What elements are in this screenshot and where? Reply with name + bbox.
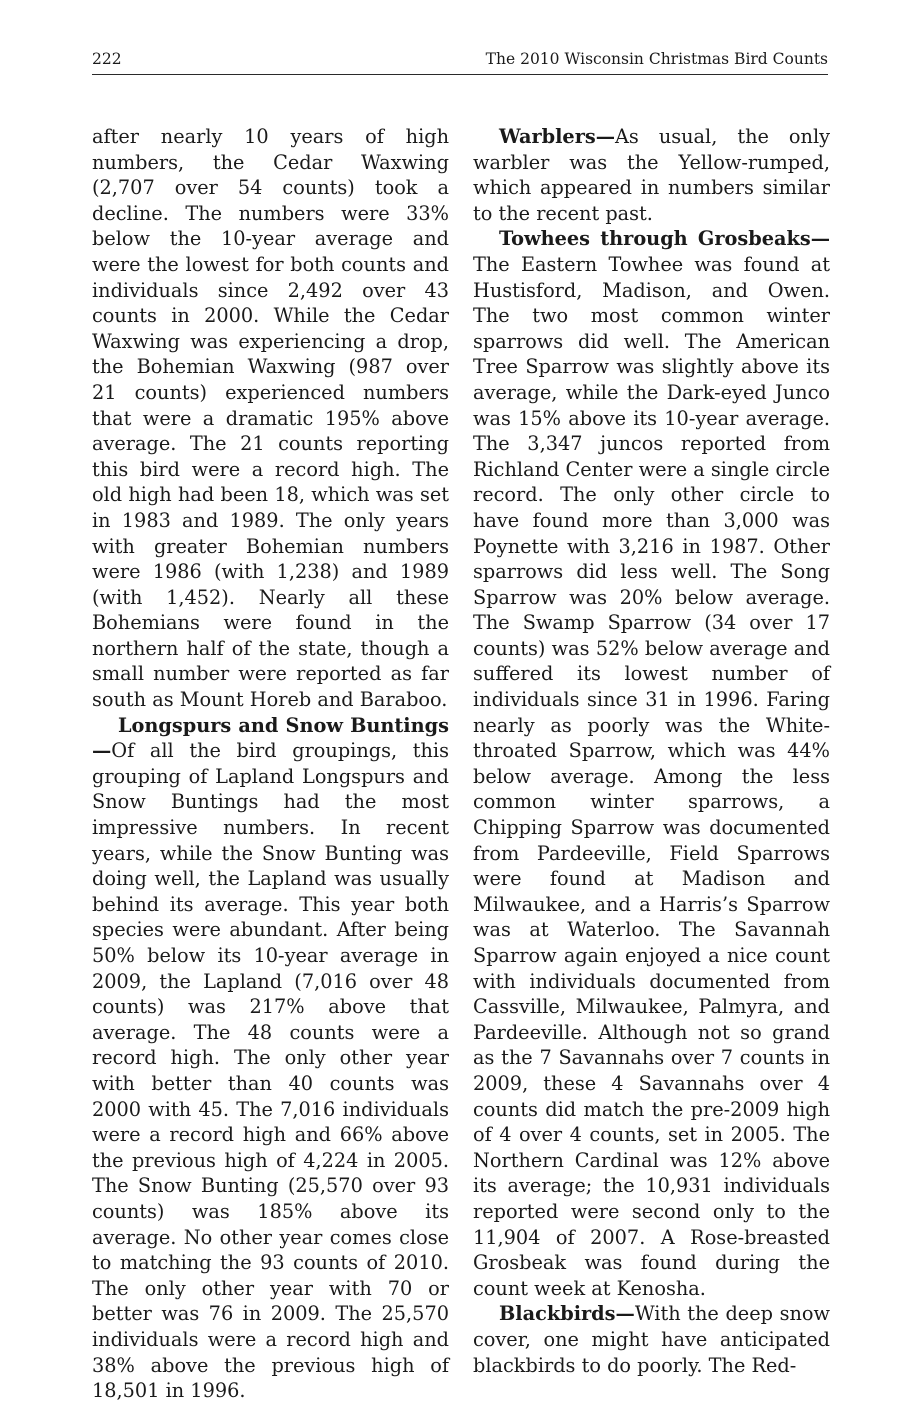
paragraph-body: The Eastern Towhee was found at Hustisford, Madison, and Owen. The two most common winter sparrows did well. The American Tree Sparrow was slightly above its average, while the Dark-eyed Junco was 15% above its 10-year average. The 3,347 juncos reported from Richland Center were a single circle record. The only other circle to have found more than 3,000 was Poynette with 3,216 in 1987. Other sparrows did less well. The Song Sparrow was 20% below average. The Swamp Sparrow (34 over 17 counts) was 52% below average and suffered its lowest number of individuals since 31 in 1996. Faring nearly as poorly was the White-throated Sparrow, which was 44% below average. Among the less common winter sparrows, a Chipping Sparrow was documented from Pardeeville, Field Sparrows were found at Madison and Milwaukee, and a Harris’s Sparrow was at Waterloo. The Savannah Sparrow again enjoyed a nice count with individuals documented from Cassville, Milwaukee, Palmyra, and Pardeeville. Although not so grand as the 7 Savannahs over 7 counts in 2009, these 4 Savannahs over 4 counts did match the pre-2009 high of 4 over 4 counts, set in 2005. The Northern Cardinal was 12% above its average; the 10,931 individuals reported were second only to the 11,904 of 2007. A Rose-breasted Grosbeak was found during the count week at Kenosha.	[473, 252, 830, 1300]
paragraph-body: As usual, the only warbler was the Yellow-rumped, which appeared in numbers similar to the recent past.	[473, 125, 830, 225]
paragraph-warblers	[473, 124, 830, 226]
left-column	[92, 124, 449, 1404]
section-heading-warblers: Warblers—	[499, 125, 615, 148]
paragraph-body: Of all the bird groupings, this grouping of Lapland Longspurs and Snow Buntings had the most impressive numbers. In recent years, while the Snow Bunting was doing well, the Lapland was usually behind its average. This year both species were abundant. After being 50% below its 10-year average in 2009, the Lapland (7,016 over 48 counts) was 217% above that average. The 48 counts were a record high. The only other year with better than 40 counts was 2000 with 45. The 7,016 individuals were a record high and 66% above the previous high of 4,224 in 2005. The Snow Bunting (25,570 over 93 counts) was 185% above its average. No other year comes close to matching the 93 counts of 2010. The only other year with 70 or better was 76 in 2009. The 25,570 individuals were a record high and 38% above the previous high of 18,501 in 1996.	[92, 739, 449, 1403]
section-heading-longspurs: Longspurs and Snow Buntings—	[92, 713, 449, 763]
paragraph-body: With the deep snow cover, one might have anticipated blackbirds to do poorly. The Red-	[473, 1302, 830, 1377]
paragraph-longspurs	[92, 713, 449, 1404]
paragraph-blackbirds	[473, 1301, 830, 1378]
paragraph-towhees	[473, 226, 830, 1301]
running-title: The 2010 Wisconsin Christmas Bird Counts	[485, 50, 828, 68]
section-heading-blackbirds: Blackbirds—	[499, 1302, 635, 1326]
section-heading-towhees: Towhees through Grosbeaks—	[499, 227, 830, 251]
right-column	[473, 124, 830, 1378]
paragraph-waxwings: after nearly 10 years of high numbers, the Cedar Waxwing (2,707 over 54 counts) took a decline. The numbers were 33% below the 10-year average and were the lowest for both counts and individuals since 2,492 over 43 counts in 2000. While the Cedar Waxwing was experiencing a drop, the Bohemian Waxwing (987 over 21 counts) experienced numbers that were a dramatic 195% above average. The 21 counts reporting this bird were a record high. The old high had been 18, which was set in 1983 and 1989. The only years with greater Bohemian numbers were 1986 (with 1,238) and 1989 (with 1,452). Nearly all these Bohemians were found in the northern half of the state, though a small number were reported as far south as Mount Horeb and Baraboo.	[92, 125, 449, 712]
page-number: 222	[92, 50, 122, 68]
page-header	[92, 48, 828, 75]
